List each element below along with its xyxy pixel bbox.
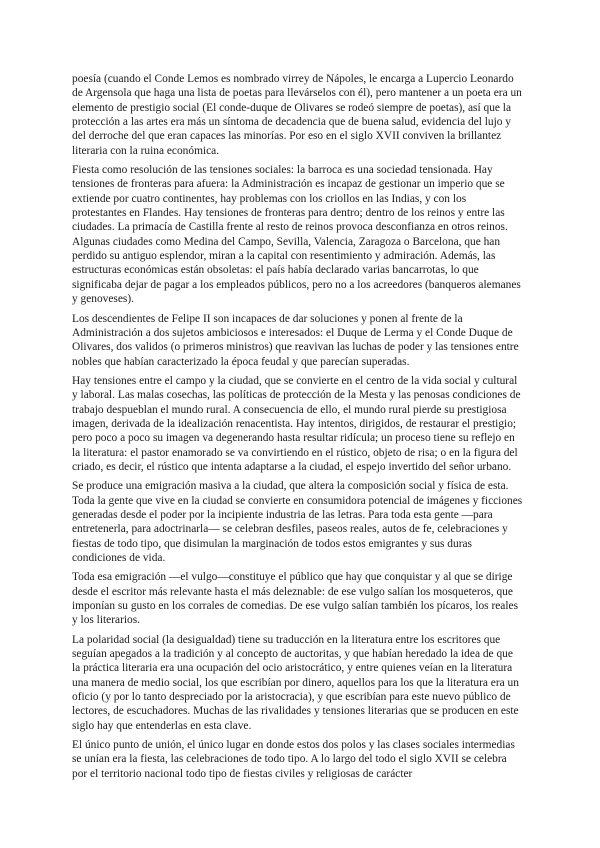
paragraph: Hay tensiones entre el campo y la ciudad, que se convierte en el centro de la vida social y cultural y laboral. Las malas cosechas, las políticas de protección de la Mesta y las penosas condiciones de trabajo despueblan el mundo rural. A consecuencia de ello, el mundo rural pierde su prestigiosa imagen, derivada de la idealización renacentista. Hay intentos, dirigidos, de restaurar el prestigio; pero poco a poco su imagen va degenerando hasta resultar ridícula; un proceso tiene su reflejo en la literatura: el pastor enamorado se va convirtiendo en el rústico, objeto de risa; o en la figura del criado, es decir, el rústico que intenta adaptarse a la ciudad, el espejo invertido del señor urbano. — [72, 374, 521, 473]
paragraph: Los descendientes de Felipe II son incapaces de dar soluciones y ponen al frente de la Administración a dos sujetos ambiciosos e interesados: el Duque de Lerma y el Conde Duque de Olivares, dos validos (o primeros ministros) que reavivan las luchas de poder y las tensiones entre nobles que habían caracterizado la época feudal y que parecían superadas. — [72, 312, 519, 368]
paragraph: Toda esa emigración —el vulgo—constituye el público que hay que conquistar y al que se dirige desde el escritor más relevante hasta el más deleznable: de ese vulgo salían los mosqueteros, que imponían su gusto en los corrales de comedias. De ese vulgo salían también los pícaros, los reales y los literarios. — [72, 571, 519, 627]
paragraph: Se produce una emigración masiva a la ciudad, que altera la composición social y física de esta. Toda la gente que vive en la ciudad se convierte en consumidora potencial de imágenes y ficciones generadas desde el poder por la incipiente industria de las letras. Para toda esta gente —para entretenerla, para adoctrinarla— se celebran desfiles, paseos reales, autos de fe, celebraciones y fiestas de todo tipo, que disimulan la marginación de todos estos emigrantes y sus duras condiciones de vida. — [72, 480, 523, 564]
document-page — [72, 72, 523, 786]
paragraph: El único punto de unión, el único lugar en donde estos dos polos y las clases sociales intermedias se unían era la fiesta, las celebraciones de todo tipo. A lo largo del todo el siglo XVII se celebra por el territorio nacional todo tipo de fiestas civiles y religiosas de carácter — [72, 739, 515, 780]
paragraph: La polaridad social (la desigualdad) tiene su traducción en la literatura entre los escritores que seguían apegados a la tradición y al concepto de auctoritas, y que habían heredado la idea de que la práctica literaria era una ocupación del ocio aristocrático, y entre quienes veían en la literatura una manera de medio social, los que escribían por dinero, aquellos para los que la literatura era un oficio (y por lo tanto despreciado por la aristocracia), y que escribían para este nuevo público de lectores, de escuchadores. Muchas de las rivalidades y tensiones literarias que se producen en este siglo hay que entenderlas en esta clave. — [72, 633, 519, 732]
paragraph: poesía (cuando el Conde Lemos es nombrado virrey de Nápoles, le encarga a Lupercio Leonardo de Argensola que haga una lista de poetas para llevárselos con él), pero mantener a un poeta era un elemento de prestigio social (El conde-duque de Olivares se rodeó siempre de poetas), así que la protección a las artes era más un síntoma de decadencia que de buena salud, evidencia del lujo y del derroche del que eran capaces las minorías. Por eso en el siglo XVII conviven la brillantez literaria con la ruina económica. — [72, 73, 522, 157]
paragraph: Fiesta como resolución de las tensiones sociales: la barroca es una sociedad tensionada. Hay tensiones de fronteras para afuera: la Administración es incapaz de gestionar un imperio que se extiende por cuatro continentes, hay problemas con los criollos en las Indias, y con los protestantes en Flandes. Hay tensiones de fronteras para dentro; dentro de los reinos y entre las ciudades. La primacía de Castilla frente al resto de reinos provoca desconfianza en otros reinos. Algunas ciudades como Medina del Campo, Sevilla, Valencia, Zaragoza o Barcelona, que han perdido su antiguo esplendor, miran a la capital con resentimiento y admiración. Además, las estructuras económicas están obsoletas: el país había declarado varias bancarrotas, lo que significaba dejar de pagar a los empleados públicos, pero no a los acreedores (banqueros alemanes y genoveses). — [72, 164, 521, 306]
